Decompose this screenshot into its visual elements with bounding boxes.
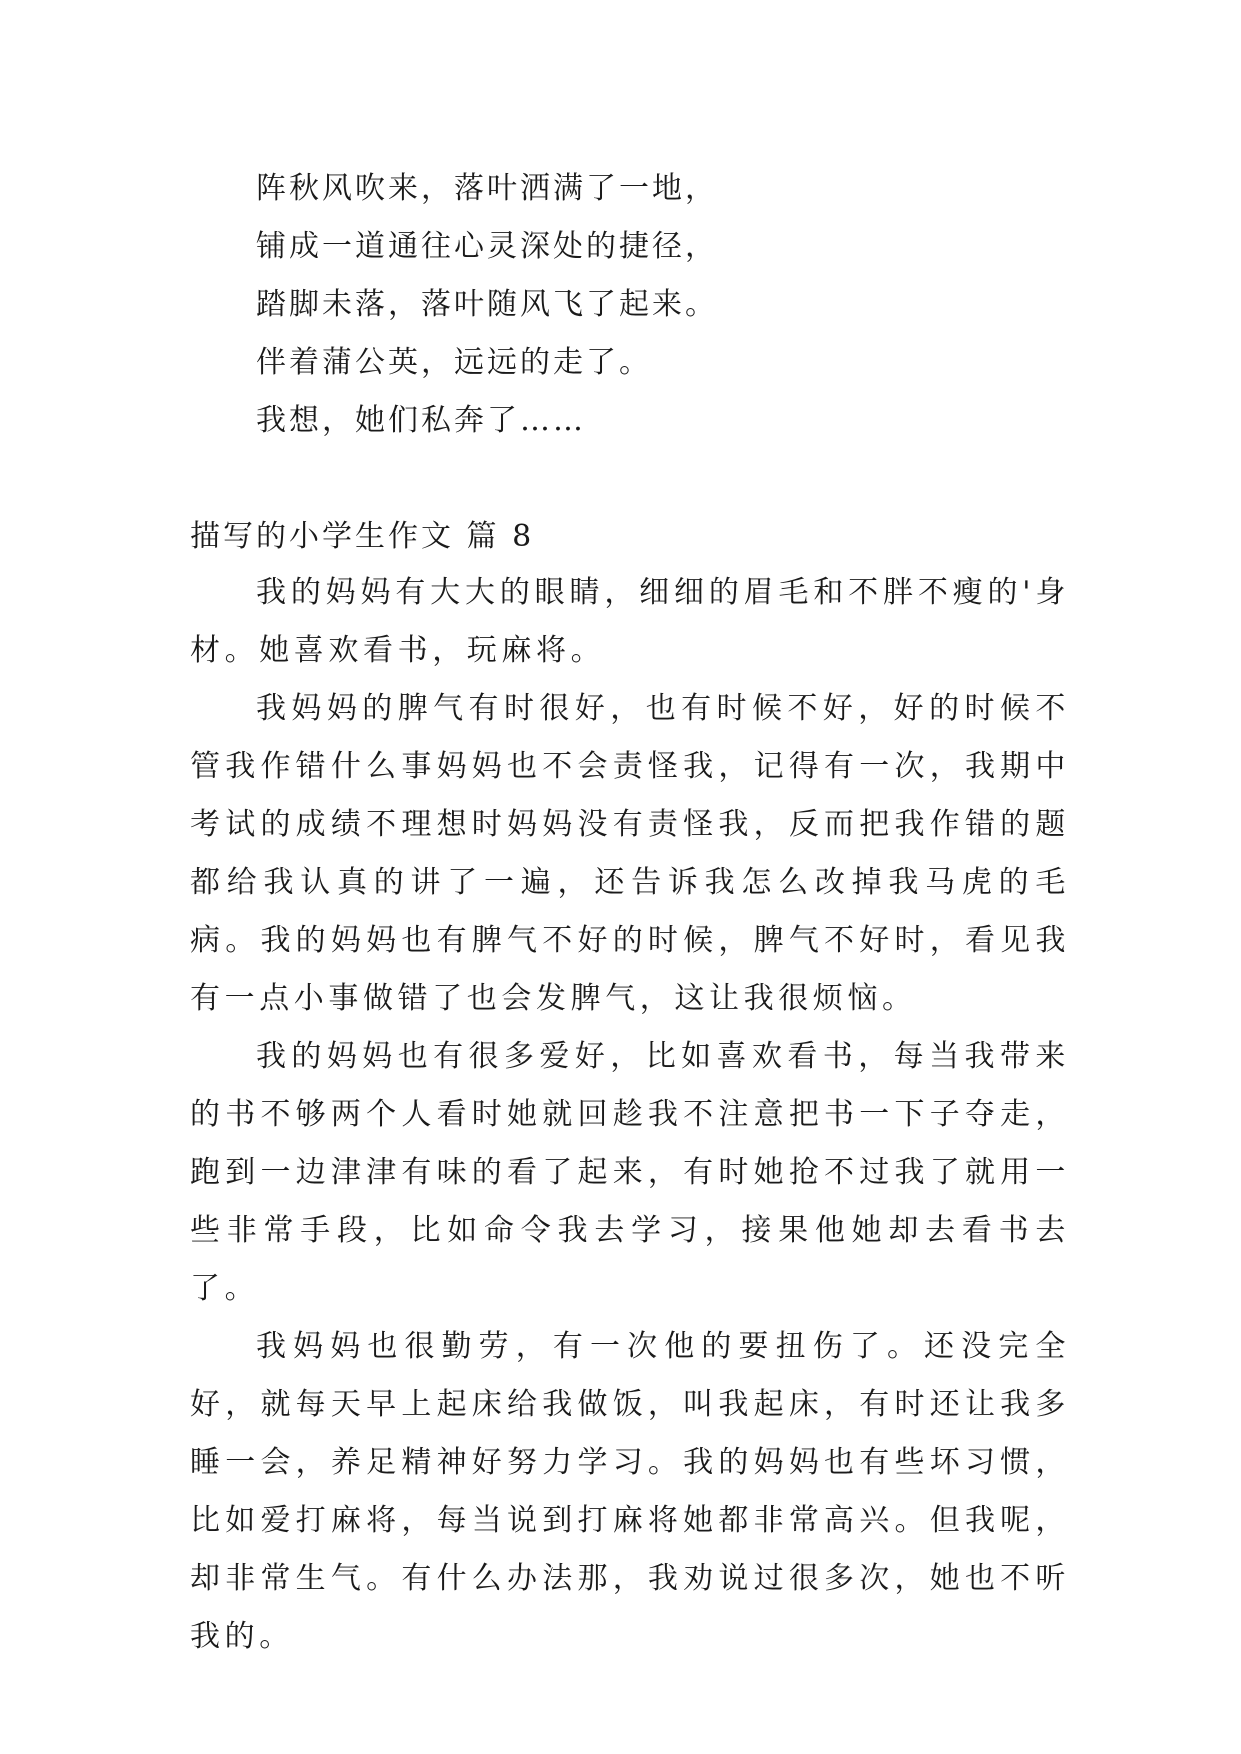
essay-paragraph: 我的妈妈也有很多爱好，比如喜欢看书，每当我带来的书不够两个人看时她就回趁我不注意把书一下子夺走，跑到一边津津有味的看了起来，有时她抢不过我了就用一些非常手段，比如命令我去学习，接果他她却去看书去了。 [190,1039,1070,1306]
section-title: 描写的小学生作文 篇 8 [190,519,535,554]
poem-line: 铺成一道通往心灵深处的捷径， [256,229,718,264]
essay-paragraph: 我妈妈也很勤劳，有一次他的要扭伤了。还没完全好，就每天早上起床给我做饭，叫我起床，有时还让我多睡一会，养足精神好努力学习。我的妈妈也有些坏习惯，比如爱打麻将，每当说到打麻将她都非常高兴。但我呢，却非常生气。有什么办法那，我劝说过很多次，她也不听我的。 [190,1329,1070,1654]
essay-body [190,564,1070,1666]
poem-line: 我想，她们私奔了…… [256,403,586,438]
poem-line: 踏脚未落，落叶随风飞了起来。 [256,287,718,322]
essay-paragraph: 我的妈妈有大大的眼睛，细细的眉毛和不胖不瘦的'身材。她喜欢看书，玩麻将。 [190,575,1070,668]
essay-paragraph: 我妈妈的脾气有时很好，也有时候不好，好的时候不管我作错什么事妈妈也不会责怪我，记得有一次，我期中考试的成绩不理想时妈妈没有责怪我，反而把我作错的题都给我认真的讲了一遍，还告诉我怎么改掉我马虎的毛病。我的妈妈也有脾气不好的时候，脾气不好时，看见我有一点小事做错了也会发脾气，这让我很烦恼。 [190,691,1070,1016]
poem-line: 阵秋风吹来，落叶洒满了一地， [256,171,718,206]
poem-line: 伴着蒲公英，远远的走了。 [256,345,652,380]
poem-block [256,160,1076,450]
